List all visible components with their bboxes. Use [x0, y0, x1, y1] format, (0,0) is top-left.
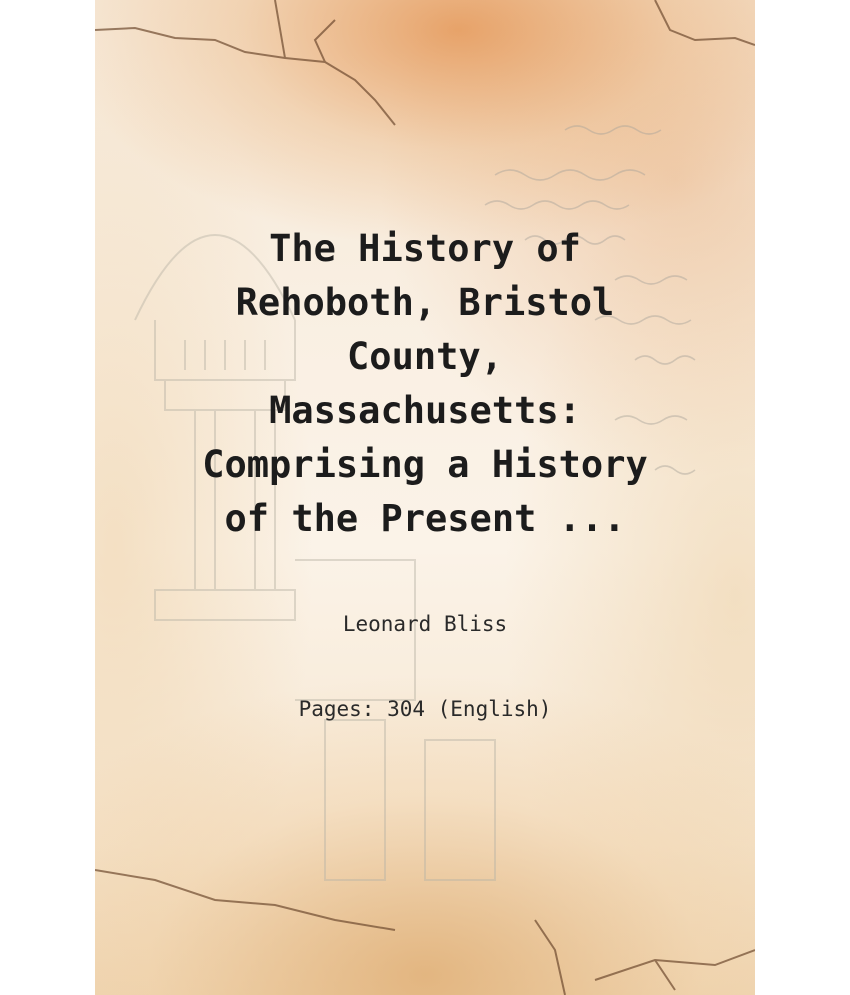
book-author: Leonard Bliss: [342, 612, 508, 636]
book-cover: [95, 0, 755, 995]
page-count: Pages: 304 (English): [298, 697, 552, 721]
book-title: The History of Rehoboth, Bristol County, Massachusetts: Comprising a History of the Present ...: [202, 227, 648, 540]
